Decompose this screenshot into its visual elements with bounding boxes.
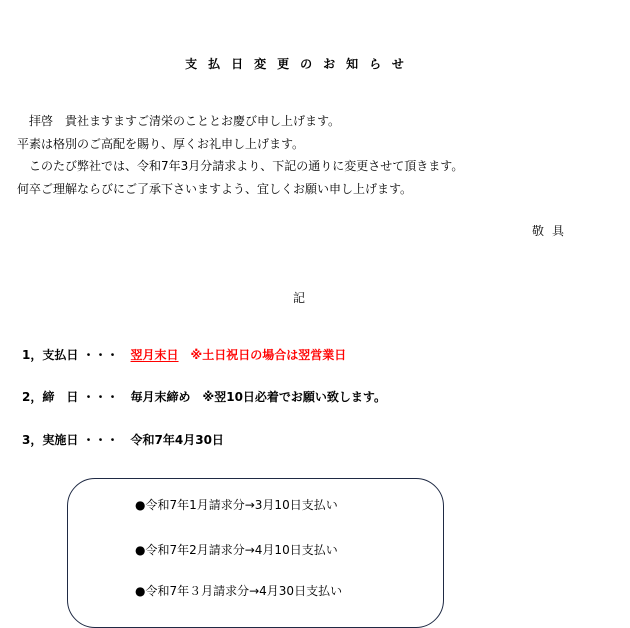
schedule-item: ●令和7年３月請求分→4月30日支払い	[135, 584, 343, 598]
item-label: 2，締 日 ・・・	[22, 390, 119, 404]
item-label: 1，支払日 ・・・	[22, 348, 119, 362]
greeting-line: 拝啓 貴社ますますご清栄のこととお慶び申し上げます。	[17, 114, 341, 128]
item-payment-date	[22, 346, 346, 363]
document-title: 支払日変更のお知らせ	[185, 57, 415, 71]
item-cutoff-date	[22, 388, 386, 405]
closing-keigu: 敬具	[532, 224, 573, 238]
item-label: 3，実施日 ・・・	[22, 433, 119, 447]
item-value: 翌月末日	[130, 348, 179, 362]
schedule-item: ●令和7年1月請求分→3月10日支払い	[135, 498, 338, 512]
item-note: ※土日祝日の場合は翌営業日	[190, 348, 347, 362]
change-notice-line: このたび弊社では、令和7年3月分請求より、下記の通りに変更させて頂きます。	[17, 159, 464, 173]
item-value: 令和7年4月30日	[130, 433, 224, 447]
schedule-item: ●令和7年2月請求分→4月10日支払い	[135, 543, 338, 557]
item-effective-date	[22, 431, 224, 448]
item-value: 毎月末締め	[130, 390, 191, 404]
request-line: 何卒ご理解ならびにご了承下さいますよう、宜しくお願い申し上げます。	[17, 182, 413, 196]
ki-heading: 記	[293, 291, 306, 305]
gratitude-line: 平素は格別のご高配を賜り、厚くお礼申し上げます。	[17, 137, 305, 151]
item-note: ※翌10日必着でお願い致します。	[202, 390, 386, 404]
